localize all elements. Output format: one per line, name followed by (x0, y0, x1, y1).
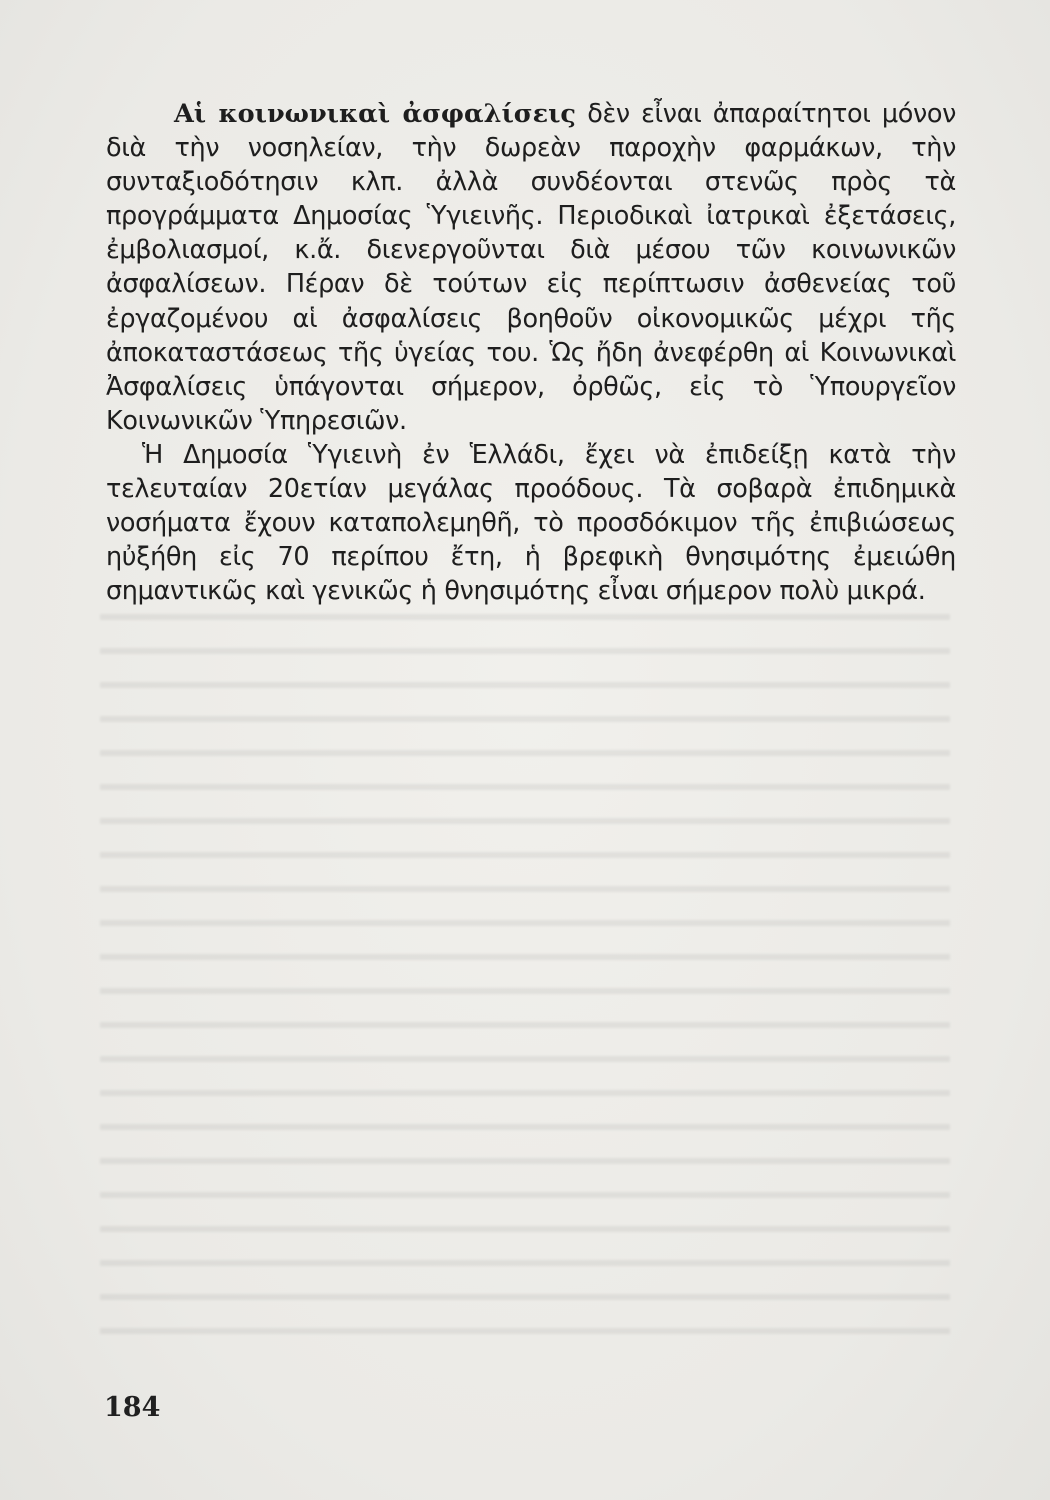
paragraph-public-health: Ἡ Δημοσία Ὑγιεινὴ ἐν Ἑλλάδι, ἔχει νὰ ἐπιδείξῃ κατὰ τὴν τελευταίαν 20ετίαν μεγάλας προόδους. Τὰ σοβαρὰ ἐπιδημικὰ νοσήματα ἔχουν καταπολεμηθῆ, τὸ προσδόκιμον τῆς ἐπιβιώσεως ηὐξήθη εἰς 70 περίπου ἔτη, ἡ βρεφικὴ θνησιμότης ἐμειώθη σημαντικῶς καὶ γενικῶς ἡ θνησιμότης εἶναι σήμερον πολὺ μικρά. (106, 439, 956, 607)
paragraph-lead: Αἱ κοινωνικαὶ ἀσφαλίσεις (174, 99, 576, 129)
page-number: 184 (104, 1392, 161, 1423)
text-block (106, 97, 956, 608)
show-through-text (100, 600, 950, 1360)
paragraph-social-insurance (106, 97, 956, 438)
paragraph-body: δὲν εἶναι ἀπαραίτητοι μόνον διὰ τὴν νοσηλείαν, τὴν δωρεὰν παροχὴν φαρμάκων, τὴν συνταξιοδότησιν κλπ. ἀλλὰ συνδέονται στενῶς πρὸς τὰ προγράμματα Δημοσίας Ὑγιεινῆς. Περιοδικαὶ ἰατρικαὶ ἐξετάσεις, ἐμβολιασμοί, κ.ἄ. διενεργοῦνται διὰ μέσου τῶν κοινωνικῶν ἀσφαλίσεων. Πέραν δὲ τούτων εἰς περίπτωσιν ἀσθενείας τοῦ ἐργαζομένου αἱ ἀσφαλίσεις βοηθοῦν οἰκονομικῶς μέχρι τῆς ἀποκαταστάσεως τῆς ὑγείας του. Ὡς ἤδη ἀνεφέρθη αἱ Κοινωνικαὶ Ἀσφαλίσεις ὑπάγονται σήμερον, ὀρθῶς, εἰς τὸ Ὑπουργεῖον Κοινωνικῶν Ὑπηρεσιῶν. (106, 99, 956, 436)
